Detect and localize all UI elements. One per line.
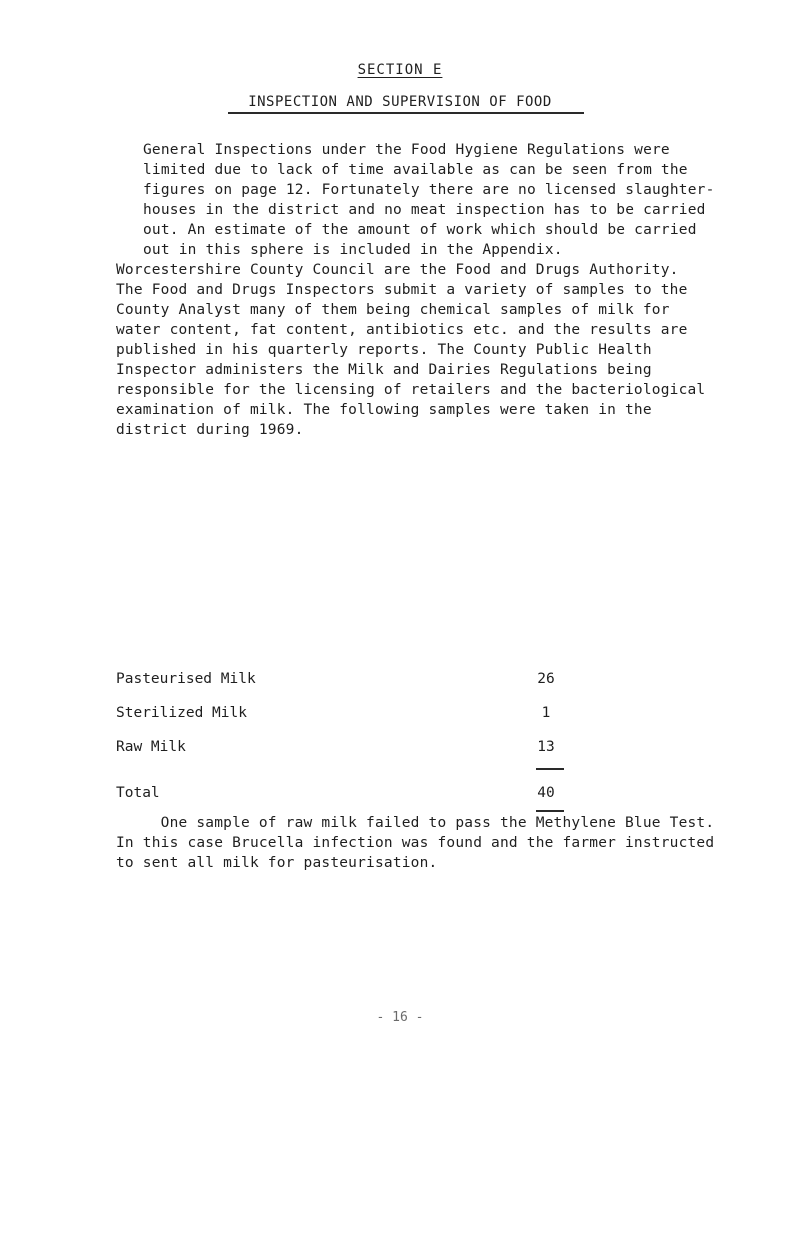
total-label: Total: [116, 785, 160, 801]
table-total-row: [116, 783, 576, 803]
subtitle-underline: [228, 112, 584, 114]
sample-type-label: Pasteurised Milk: [116, 671, 256, 687]
paragraph-food-and-drugs-authority: Worcestershire County Council are the Food and Drugs Authority. The Food and Drugs Inspectors submit a variety of samples to the County Analyst many of them being chemical samples of milk for water content, fat content, antibiotics etc. and the results are published in his quarterly reports. The County Public Health Inspector administers the Milk and Dairies Regulations being responsible for the licensing of retailers and the bacteriological examination of milk. The following samples were taken in the district during 1969.: [116, 262, 706, 438]
paragraph-methylene-blue-test: One sample of raw milk failed to pass the Methylene Blue Test. In this case Brucella infection was found and the farmer instructed to sent all milk for pasteurisation.: [116, 815, 715, 871]
sample-count: 1: [541, 705, 551, 721]
page-number: - 16 -: [376, 1010, 424, 1025]
sample-count: 26: [537, 671, 555, 687]
section-title: SECTION E: [357, 62, 443, 78]
sample-type-label: Raw Milk: [116, 739, 186, 755]
total-rule-top: [536, 768, 564, 770]
total-count: 40: [537, 785, 555, 801]
total-rule-bottom: [536, 810, 564, 812]
sample-type-label: Sterilized Milk: [116, 705, 247, 721]
table-row: [116, 703, 576, 723]
table-row: [116, 737, 576, 757]
table-row: [116, 669, 576, 689]
section-subtitle: INSPECTION AND SUPERVISION OF FOOD: [248, 94, 552, 110]
sample-count: 13: [537, 739, 555, 755]
paragraph-food-hygiene: General Inspections under the Food Hygiene Regulations were limited due to lack of time available as can be seen from the figures on page 12. Fortunately there are no licensed slaughter- houses in the district and no meat inspection has to be carried out. An estimate of the amount of work which should be carried out in this sphere is included in the Appendix.: [143, 142, 715, 258]
